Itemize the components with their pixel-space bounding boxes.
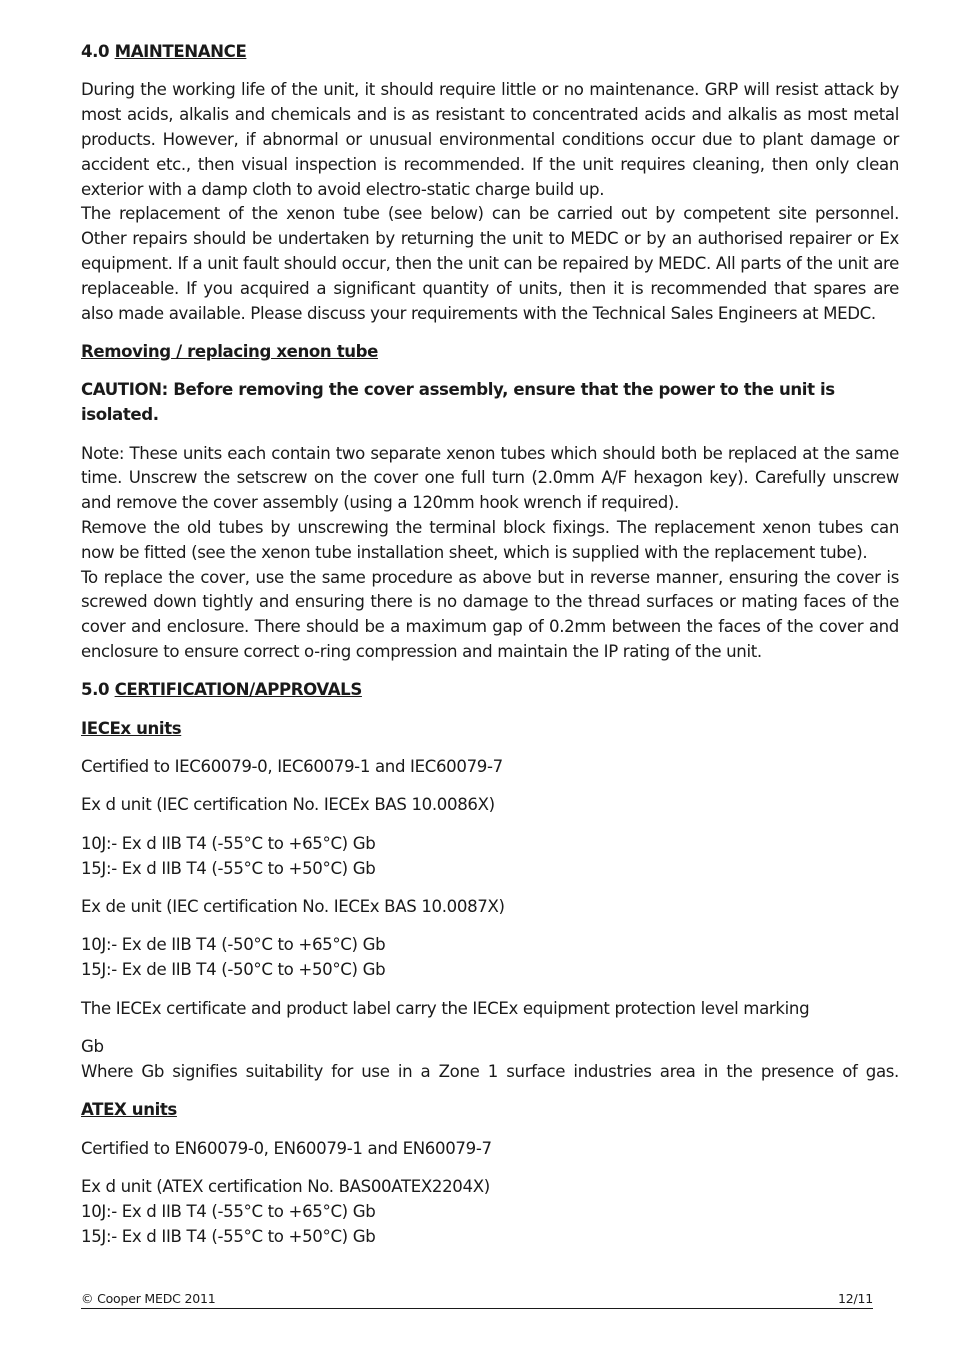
atex-exd-unit: Ex d unit (ATEX certification No. BAS00ATEX2204X) bbox=[81, 1176, 490, 1196]
iecex-exd-15j: 15J:- Ex d IIB T4 (-55°C to +50°C) Gb bbox=[81, 858, 376, 878]
iecex-marking: The IECEx certificate and product label carry the IECEx equipment protection level marking bbox=[81, 998, 810, 1018]
xenon-paragraph-1: Note: These units each contain two separate xenon tubes which should both be replaced at the same time. Unscrew the setscrew on the cover one full turn (2.0mm A/F hexagon key). Carefully unscrew and remove the cover assembly (using a 120mm hook wrench if required). bbox=[81, 443, 899, 513]
atex-exd-15j: 15J:- Ex d IIB T4 (-55°C to +50°C) Gb bbox=[81, 1226, 376, 1246]
iecex-exd-10j: 10J:- Ex d IIB T4 (-55°C to +65°C) Gb bbox=[81, 833, 376, 853]
xenon-heading: Removing / replacing xenon tube bbox=[81, 341, 378, 361]
xenon-paragraph-2: Remove the old tubes by unscrewing the terminal block fixings. The replacement xenon tubes can now be fitted (see the xenon tube installation sheet, which is supplied with the replacement tube). bbox=[81, 517, 899, 562]
iecex-exde-10j: 10J:- Ex de IIB T4 (-50°C to +65°C) Gb bbox=[81, 935, 386, 955]
section-heading-maintenance: 4.0 MAINTENANCE bbox=[81, 42, 247, 61]
xenon-paragraph-3: To replace the cover, use the same procedure as above but in reverse manner, ensuring the cover is screwed down tightly and ensuring there is no damage to the thread surfaces or mating faces of the cover and enclosure. There should be a maximum gap of 0.2mm between the faces of the cover and enclosure to ensure correct o-ring compression and maintain the IP rating of the unit. bbox=[81, 567, 899, 661]
footer-revision: 12/11 bbox=[837, 1291, 873, 1306]
maintenance-paragraph-2: The replacement of the xenon tube (see below) can be carried out by competent site personnel. Other repairs should be undertaken by returning the unit to MEDC or by an authorised repairer or Ex equipment. If a unit fault should occur, then the unit can be repaired by MEDC. All parts of the unit are replaceable. If you acquired a significant quantity of units, then it is recommended that spares are also made available. Please discuss your requirements with the Technical Sales Engineers at MEDC. bbox=[81, 204, 899, 323]
atex-exd-10j: 10J:- Ex d IIB T4 (-55°C to +65°C) Gb bbox=[81, 1201, 376, 1221]
iecex-exd-unit: Ex d unit (IEC certification No. IECEx BAS 10.0086X) bbox=[81, 795, 495, 815]
iecex-exde-unit: Ex de unit (IEC certification No. IECEx BAS 10.0087X) bbox=[81, 897, 505, 917]
iecex-gb-description: Where Gb signifies suitability for use in a Zone 1 surface industries area in the presence of gas. bbox=[81, 1061, 899, 1081]
iecex-certified: Certified to IEC60079-0, IEC60079-1 and IEC60079-7 bbox=[81, 757, 503, 777]
document-page bbox=[81, 40, 899, 1249]
maintenance-paragraph-1: During the working life of the unit, it should require little or no maintenance. GRP will resist attack by most acids, alkalis and chemicals and is as resistant to concentrated acids and alkalis as most metal products. However, if abnormal or unusual environmental conditions occur due to plant damage or accident etc., then visual inspection is recommended. If the unit requires cleaning, then only clean exterior with a damp cloth to avoid electro-static charge build up. bbox=[81, 80, 899, 199]
iecex-gb: Gb bbox=[81, 1037, 104, 1057]
section-title-certification: CERTIFICATION/APPROVALS bbox=[114, 680, 362, 700]
iecex-exde-15j: 15J:- Ex de IIB T4 (-50°C to +50°C) Gb bbox=[81, 960, 386, 980]
page-footer bbox=[81, 1290, 873, 1309]
footer-copyright: © Cooper MEDC 2011 bbox=[81, 1291, 216, 1306]
caution-text: CAUTION: Before removing the cover assembly, ensure that the power to the unit is isolated. bbox=[81, 380, 835, 425]
atex-heading: ATEX units bbox=[81, 1100, 177, 1120]
atex-certified: Certified to EN60079-0, EN60079-1 and EN60079-7 bbox=[81, 1138, 492, 1158]
section-heading-certification: 5.0 CERTIFICATION/APPROVALS bbox=[81, 680, 362, 700]
iecex-heading: IECEx units bbox=[81, 718, 182, 738]
section-title-maintenance: MAINTENANCE bbox=[114, 42, 247, 61]
